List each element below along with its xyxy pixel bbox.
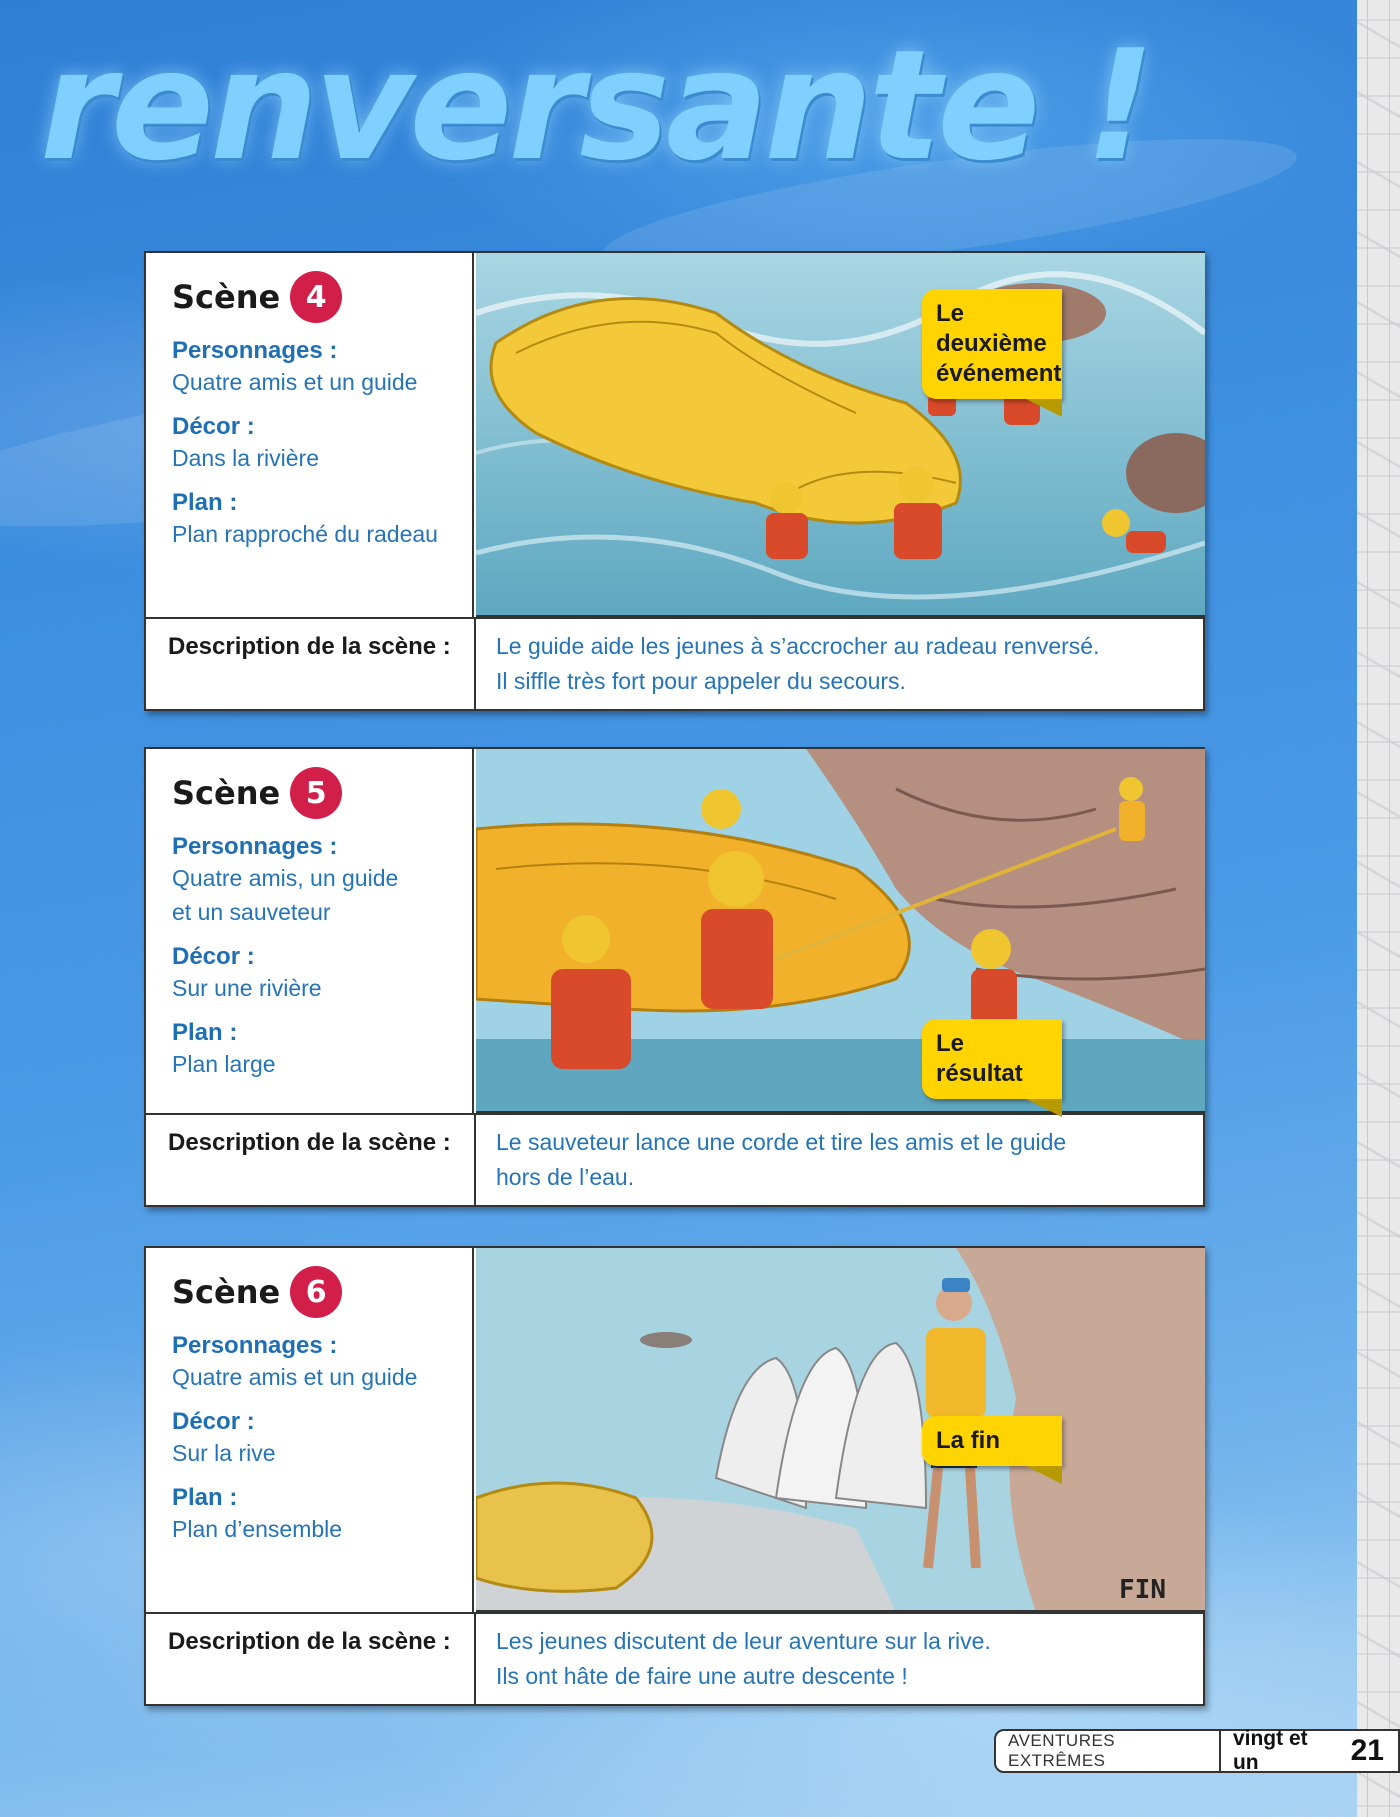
characters-label: Personnages : (172, 833, 338, 860)
setting-label: Décor : (172, 1408, 255, 1435)
scene-info (146, 1248, 474, 1612)
map-pattern-strip (1357, 0, 1400, 1817)
scene-info (146, 749, 474, 1113)
scene-illustration-rescue (476, 749, 1205, 1113)
description-label: Description de la scène : (168, 633, 451, 660)
scene-illustration-riverbank (476, 1248, 1205, 1612)
scene-description-row (146, 617, 1203, 709)
characters-label: Personnages : (172, 337, 338, 364)
description-text: Les jeunes discutent de leur aventure sur la rive. Ils ont hâte de faire une autre descente ! (496, 1628, 991, 1689)
scene-illustration-capsized-raft (476, 253, 1205, 617)
shot-label: Plan : (172, 489, 238, 516)
shot-value: Plan large (172, 1051, 276, 1077)
scene-number-badge: 6 (290, 1266, 342, 1318)
scene-card-5 (144, 747, 1205, 1207)
page-number: 21 (1350, 1734, 1384, 1767)
characters-label: Personnages : (172, 1332, 338, 1359)
event-tag-ending: La fin (922, 1416, 1062, 1466)
scene-description-row (146, 1113, 1203, 1205)
scene-label: Scène (172, 278, 281, 316)
scene-label: Scène (172, 774, 281, 812)
footer-page-words: vingt et un (1232, 1727, 1308, 1774)
scene-info (146, 253, 474, 617)
scene-description-row (146, 1612, 1203, 1704)
setting-value: Sur la rive (172, 1440, 276, 1466)
event-tag-result: Le résultat (922, 1019, 1062, 1099)
description-text: Le guide aide les jeunes à s’accrocher au radeau renversé. Il siffle très fort pour appeler du secours. (496, 633, 1100, 694)
scene-number-badge: 5 (290, 767, 342, 819)
shot-label: Plan : (172, 1019, 238, 1046)
setting-label: Décor : (172, 413, 255, 440)
page-title: renversante ! (40, 17, 1151, 194)
fin-caption: FIN (1119, 1575, 1166, 1605)
characters-value: Quatre amis et un guide (172, 369, 418, 395)
shot-label: Plan : (172, 1484, 238, 1511)
description-label: Description de la scène : (168, 1628, 451, 1655)
page-footer (994, 1729, 1400, 1773)
footer-book-title: AVENTURES EXTRÊMES (1008, 1731, 1221, 1771)
shot-value: Plan rapproché du radeau (172, 521, 438, 547)
description-text: Le sauveteur lance une corde et tire les amis et le guide hors de l’eau. (496, 1129, 1067, 1190)
shot-value: Plan d’ensemble (172, 1516, 343, 1542)
description-label: Description de la scène : (168, 1129, 451, 1156)
setting-value: Sur une rivière (172, 975, 322, 1001)
setting-label: Décor : (172, 943, 255, 970)
characters-value: Quatre amis et un guide (172, 1364, 418, 1390)
characters-value: Quatre amis, un guide et un sauveteur (172, 865, 399, 925)
event-tag-second-event: Le deuxième événement (922, 289, 1062, 399)
setting-value: Dans la rivière (172, 445, 319, 471)
scene-label: Scène (172, 1273, 281, 1311)
scene-number-badge: 4 (290, 271, 342, 323)
